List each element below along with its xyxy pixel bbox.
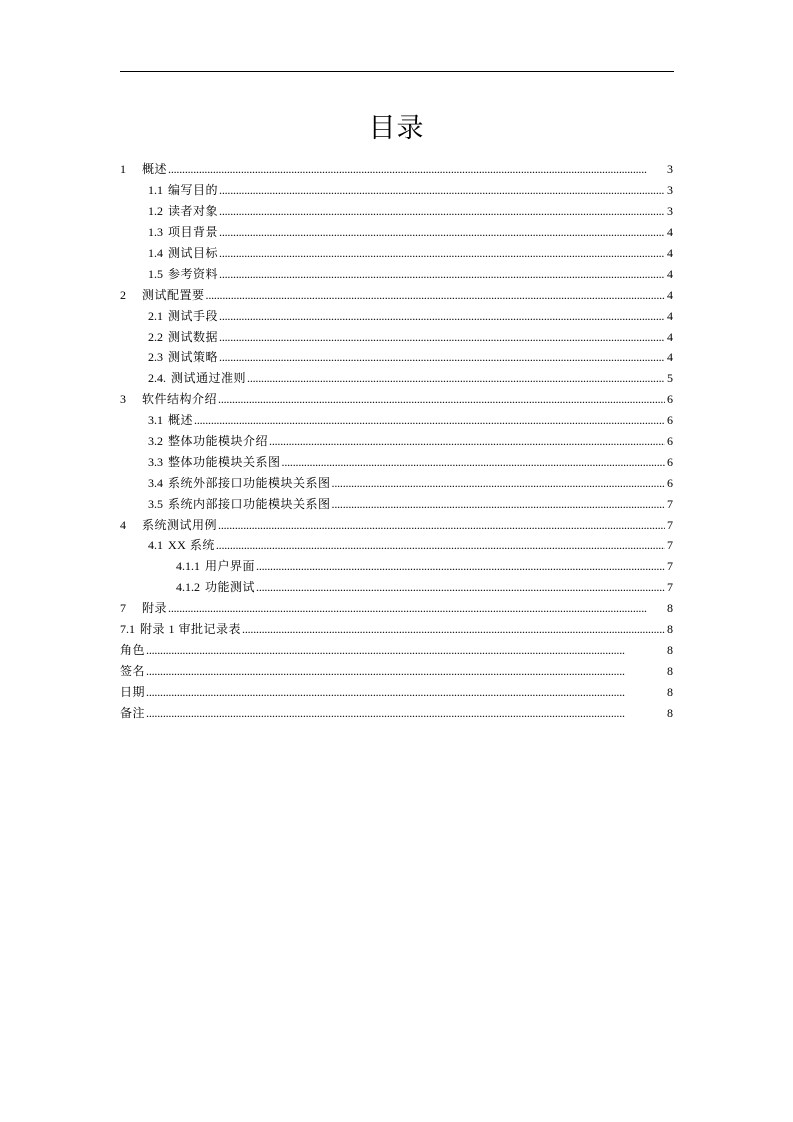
toc-entry-page: 7: [667, 496, 673, 511]
toc-entry-page: 7: [667, 559, 673, 574]
toc-entry[interactable]: [120, 556, 673, 577]
dot-leader: [219, 267, 665, 281]
toc-entry-label: 用户界面: [205, 559, 256, 574]
toc-entry-page: 5: [667, 371, 673, 386]
toc-entry[interactable]: [120, 263, 673, 284]
toc-entry-number: 3.4: [148, 475, 163, 490]
toc-entry-page: 6: [667, 434, 673, 449]
toc-entry-page: 3: [667, 162, 673, 177]
table-of-contents: [120, 159, 673, 723]
toc-entry-label: 日期: [120, 684, 146, 699]
toc-entry-number: 2.2: [148, 329, 163, 344]
toc-entry[interactable]: [120, 243, 673, 264]
toc-entry-page: 8: [667, 622, 673, 637]
toc-entry-number: 1.3: [148, 225, 163, 240]
toc-entry-number: 1.4: [148, 246, 163, 260]
dot-leader: [194, 413, 665, 427]
toc-entry-label: 系统外部接口功能模块关系图: [168, 475, 331, 490]
toc-entry[interactable]: [120, 702, 673, 723]
dot-leader: [168, 601, 665, 615]
toc-entry-number: 4: [120, 517, 126, 532]
toc-entry-number: 7.1: [120, 622, 135, 637]
dot-leader: [332, 476, 665, 490]
toc-entry-number: 3: [120, 392, 126, 407]
toc-entry-label: XX 系统: [168, 538, 215, 553]
dot-leader: [219, 309, 665, 323]
toc-entry[interactable]: [120, 201, 673, 222]
toc-entry-page: 8: [667, 663, 673, 678]
toc-entry[interactable]: [120, 598, 673, 619]
toc-entry-page: 4: [667, 287, 673, 302]
toc-entry[interactable]: [120, 472, 673, 493]
toc-entry[interactable]: [120, 493, 673, 514]
toc-entry-page: 6: [667, 392, 673, 407]
toc-entry[interactable]: [120, 681, 673, 702]
dot-leader: [216, 538, 665, 552]
dot-leader: [242, 622, 665, 636]
toc-entry-label: 编写目的: [168, 183, 219, 198]
toc-entry-label: 测试配置要: [142, 287, 205, 302]
toc-title: 目录: [368, 113, 425, 143]
dot-leader: [247, 371, 665, 385]
toc-entry-label: 参考资料: [168, 266, 219, 281]
toc-entry[interactable]: [120, 535, 673, 556]
toc-entry-page: 4: [667, 246, 673, 260]
toc-entry-label: 概述: [168, 413, 194, 428]
dot-leader: [256, 559, 665, 573]
toc-entry-label: 测试数据: [168, 329, 219, 344]
toc-entry-number: 1.1: [148, 183, 163, 198]
toc-entry-page: 4: [667, 266, 673, 281]
toc-entry-page: 4: [667, 350, 673, 365]
toc-entry-page: 6: [667, 413, 673, 428]
toc-entry-number: 4.1.1: [176, 559, 200, 574]
toc-entry-label: 测试策略: [168, 350, 219, 365]
toc-entry-label: 测试通过准则: [171, 371, 247, 386]
toc-entry-number: 1.2: [148, 204, 163, 219]
toc-entry-label: 项目背景: [168, 225, 219, 240]
toc-entry[interactable]: [120, 305, 673, 326]
toc-entry[interactable]: [120, 368, 673, 389]
toc-entry[interactable]: [120, 619, 673, 640]
toc-entry[interactable]: [120, 451, 673, 472]
toc-entry-number: 2.1: [148, 308, 163, 323]
toc-entry-page: 4: [667, 225, 673, 240]
toc-entry-page: 4: [667, 329, 673, 344]
dot-leader: [146, 706, 665, 720]
dot-leader: [269, 434, 665, 448]
toc-entry[interactable]: [120, 660, 673, 681]
toc-entry-number: 7: [120, 601, 126, 616]
toc-entry-number: 4.1: [148, 538, 163, 553]
toc-entry-page: 7: [667, 580, 673, 595]
toc-entry-label: 角色: [120, 642, 146, 657]
toc-entry-label: 测试手段: [168, 308, 219, 323]
toc-entry[interactable]: [120, 514, 673, 535]
toc-entry-label: 测试目标: [168, 246, 219, 260]
toc-entry-page: 7: [667, 538, 673, 553]
toc-entry[interactable]: [120, 326, 673, 347]
toc-entry-page: 3: [667, 183, 673, 198]
toc-entry-label: 附录: [142, 601, 168, 616]
header-rule: [120, 71, 674, 72]
toc-entry-page: 7: [667, 517, 673, 532]
dot-leader: [219, 183, 665, 197]
toc-entry-page: 3: [667, 204, 673, 219]
toc-entry[interactable]: [120, 180, 673, 201]
toc-entry-page: 6: [667, 454, 673, 469]
dot-leader: [146, 643, 665, 657]
toc-entry-number: 1.5: [148, 266, 163, 281]
dot-leader: [332, 497, 665, 511]
dot-leader: [146, 685, 665, 699]
toc-entry-label: 签名: [120, 663, 146, 678]
toc-entry-page: 8: [667, 642, 673, 657]
toc-entry[interactable]: [120, 222, 673, 243]
dot-leader: [218, 518, 665, 532]
toc-entry-number: 3.3: [148, 454, 163, 469]
toc-entry[interactable]: [120, 159, 673, 180]
toc-entry[interactable]: [120, 284, 673, 305]
toc-entry[interactable]: [120, 347, 673, 368]
toc-entry-page: 8: [667, 705, 673, 720]
toc-entry-number: 1: [120, 162, 126, 177]
toc-entry[interactable]: [120, 389, 673, 410]
dot-leader: [219, 350, 665, 364]
toc-entry-number: 2.4.: [148, 371, 166, 386]
toc-entry-label: 整体功能模块介绍: [168, 434, 269, 449]
dot-leader: [168, 162, 665, 176]
dot-leader: [219, 204, 665, 218]
toc-entry[interactable]: [120, 639, 673, 660]
toc-entry-page: 6: [667, 475, 673, 490]
toc-entry-label: 功能测试: [205, 580, 256, 595]
toc-entry[interactable]: [120, 577, 673, 598]
dot-leader: [256, 580, 665, 594]
toc-entry[interactable]: [120, 431, 673, 452]
toc-entry-label: 整体功能模块关系图: [168, 454, 281, 469]
dot-leader: [206, 288, 665, 302]
toc-entry-number: 4.1.2: [176, 580, 200, 595]
dot-leader: [219, 246, 665, 260]
toc-entry-page: 8: [667, 684, 673, 699]
dot-leader: [146, 664, 665, 678]
dot-leader: [219, 330, 665, 344]
toc-entry-page: 8: [667, 601, 673, 616]
toc-entry-label: 读者对象: [168, 204, 219, 219]
dot-leader: [218, 392, 665, 406]
toc-entry-number: 3.5: [148, 496, 163, 511]
toc-entry-number: 3.2: [148, 434, 163, 449]
toc-entry-label: 附录 1 审批记录表: [140, 622, 242, 637]
toc-entry-page: 4: [667, 308, 673, 323]
toc-entry-label: 概述: [142, 162, 168, 177]
toc-entry-number: 2: [120, 287, 126, 302]
toc-entry-label: 系统测试用例: [142, 517, 218, 532]
dot-leader: [219, 225, 665, 239]
toc-entry-number: 3.1: [148, 413, 163, 428]
toc-entry[interactable]: [120, 410, 673, 431]
dot-leader: [282, 455, 665, 469]
toc-entry-label: 备注: [120, 705, 146, 720]
toc-entry-number: 2.3: [148, 350, 163, 365]
toc-entry-label: 软件结构介绍: [142, 392, 218, 407]
toc-entry-label: 系统内部接口功能模块关系图: [168, 496, 331, 511]
